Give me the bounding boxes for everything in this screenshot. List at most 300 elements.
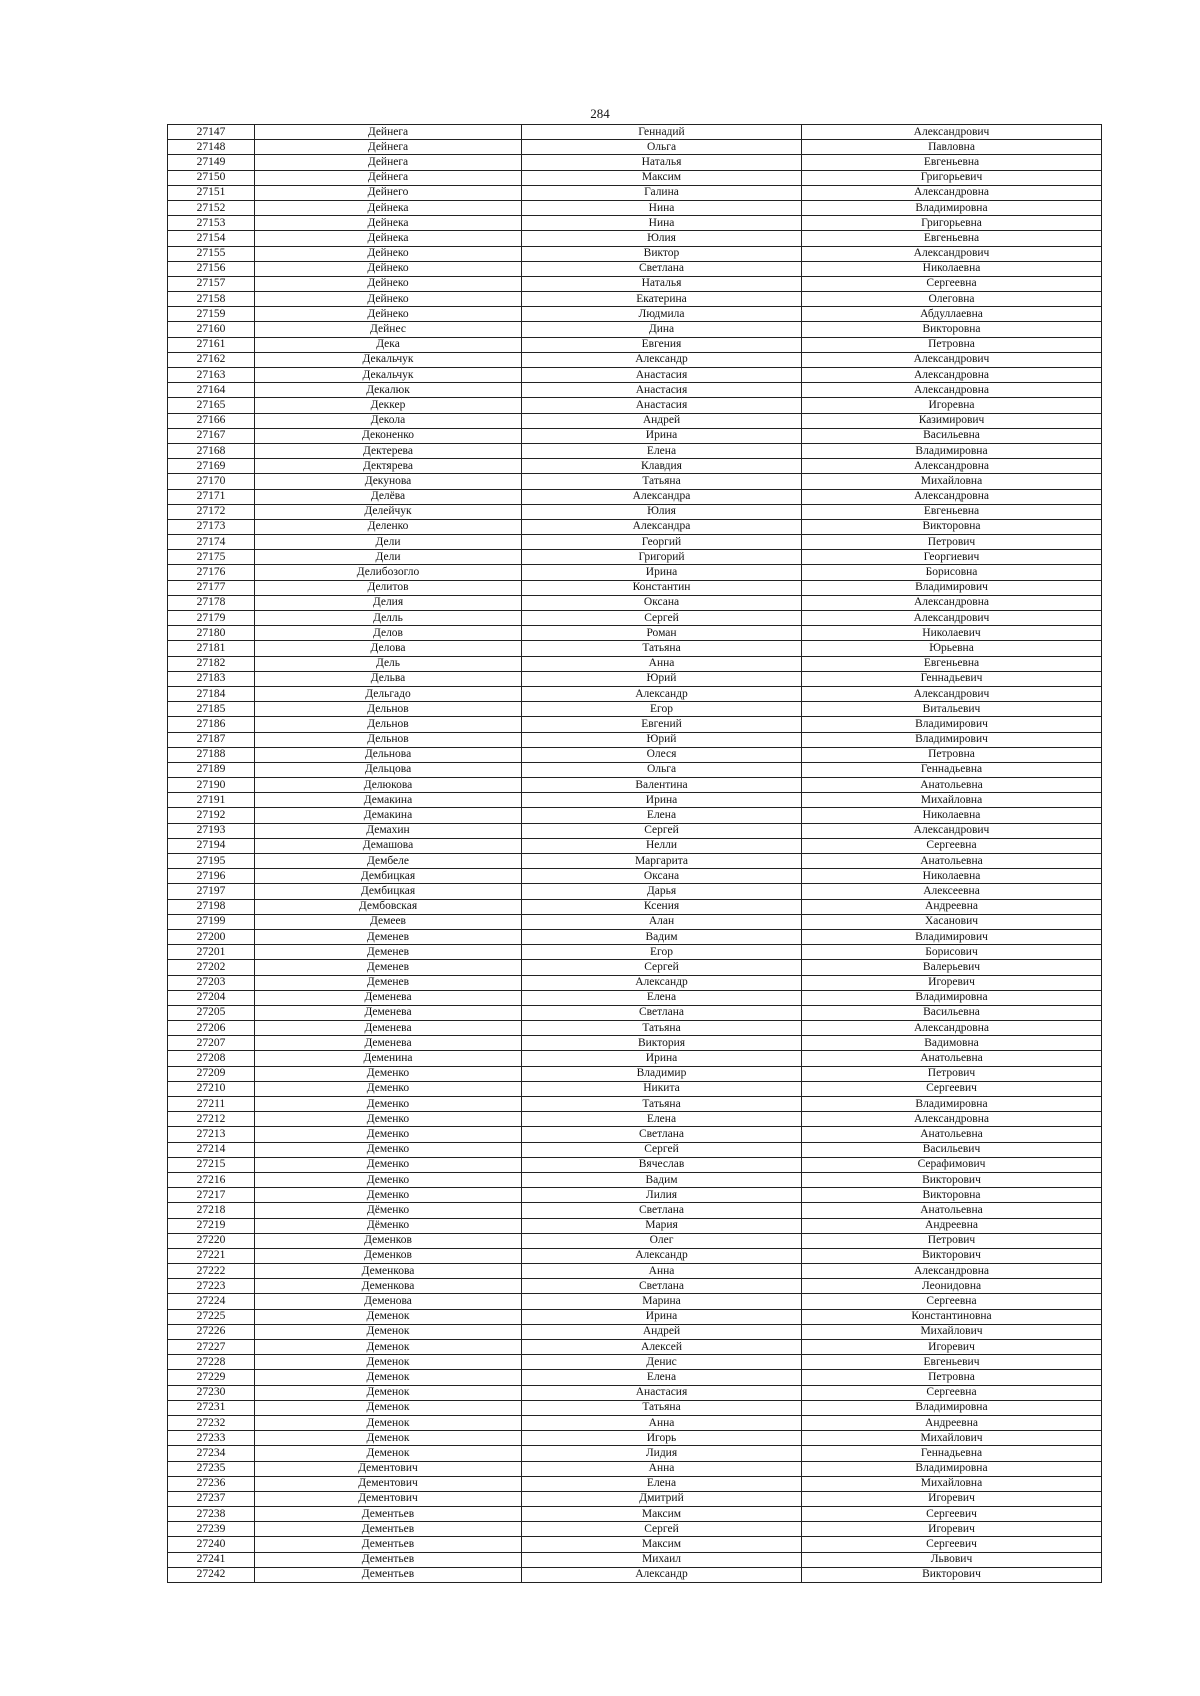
last-name-cell: Деменова (255, 1294, 522, 1309)
patronymic-cell: Юрьевна (802, 641, 1102, 656)
record-number-cell: 27215 (168, 1157, 255, 1172)
table-row (168, 823, 1102, 838)
table-row (168, 504, 1102, 519)
first-name-cell: Михаил (522, 1552, 802, 1567)
last-name-cell: Деменко (255, 1172, 522, 1187)
last-name-cell: Демашова (255, 838, 522, 853)
patronymic-cell: Геннадьевна (802, 1446, 1102, 1461)
last-name-cell: Деменков (255, 1233, 522, 1248)
record-number-cell: 27185 (168, 702, 255, 717)
record-number-cell: 27228 (168, 1355, 255, 1370)
patronymic-cell: Сергеевич (802, 1081, 1102, 1096)
patronymic-cell: Казимирович (802, 413, 1102, 428)
record-number-cell: 27214 (168, 1142, 255, 1157)
first-name-cell: Сергей (522, 1522, 802, 1537)
table-row (168, 671, 1102, 686)
record-number-cell: 27237 (168, 1491, 255, 1506)
table-row (168, 1279, 1102, 1294)
last-name-cell: Делитов (255, 580, 522, 595)
record-number-cell: 27208 (168, 1051, 255, 1066)
first-name-cell: Никита (522, 1081, 802, 1096)
last-name-cell: Дейнека (255, 200, 522, 215)
patronymic-cell: Анатольевна (802, 854, 1102, 869)
table-row (168, 686, 1102, 701)
record-number-cell: 27200 (168, 929, 255, 944)
last-name-cell: Демеев (255, 914, 522, 929)
first-name-cell: Евгения (522, 337, 802, 352)
table-row (168, 1324, 1102, 1339)
last-name-cell: Деменок (255, 1309, 522, 1324)
record-number-cell: 27187 (168, 732, 255, 747)
record-number-cell: 27154 (168, 231, 255, 246)
record-number-cell: 27217 (168, 1188, 255, 1203)
table-row (168, 550, 1102, 565)
first-name-cell: Вячеслав (522, 1157, 802, 1172)
table-row (168, 1248, 1102, 1263)
record-number-cell: 27152 (168, 200, 255, 215)
table-row (168, 337, 1102, 352)
patronymic-cell: Александрович (802, 246, 1102, 261)
record-number-cell: 27159 (168, 307, 255, 322)
patronymic-cell: Игоревич (802, 975, 1102, 990)
first-name-cell: Денис (522, 1355, 802, 1370)
patronymic-cell: Хасанович (802, 914, 1102, 929)
first-name-cell: Светлана (522, 1005, 802, 1020)
first-name-cell: Дина (522, 322, 802, 337)
last-name-cell: Деленко (255, 519, 522, 534)
last-name-cell: Дембовская (255, 899, 522, 914)
first-name-cell: Александр (522, 975, 802, 990)
first-name-cell: Анна (522, 1264, 802, 1279)
record-number-cell: 27166 (168, 413, 255, 428)
last-name-cell: Деменок (255, 1431, 522, 1446)
first-name-cell: Светлана (522, 1127, 802, 1142)
table-row (168, 1294, 1102, 1309)
patronymic-cell: Николаевна (802, 808, 1102, 823)
registry-table-body (168, 125, 1102, 1583)
last-name-cell: Деменок (255, 1340, 522, 1355)
table-row (168, 352, 1102, 367)
last-name-cell: Дейнека (255, 231, 522, 246)
record-number-cell: 27213 (168, 1127, 255, 1142)
last-name-cell: Дейнеко (255, 276, 522, 291)
first-name-cell: Татьяна (522, 641, 802, 656)
first-name-cell: Светлана (522, 1279, 802, 1294)
last-name-cell: Дементьев (255, 1522, 522, 1537)
patronymic-cell: Александровна (802, 459, 1102, 474)
record-number-cell: 27206 (168, 1021, 255, 1036)
last-name-cell: Дементьев (255, 1507, 522, 1522)
last-name-cell: Демакина (255, 793, 522, 808)
table-row (168, 1142, 1102, 1157)
first-name-cell: Олег (522, 1233, 802, 1248)
record-number-cell: 27151 (168, 185, 255, 200)
record-number-cell: 27180 (168, 626, 255, 641)
record-number-cell: 27226 (168, 1324, 255, 1339)
last-name-cell: Демакина (255, 808, 522, 823)
table-row (168, 1172, 1102, 1187)
patronymic-cell: Александровна (802, 1112, 1102, 1127)
record-number-cell: 27223 (168, 1279, 255, 1294)
first-name-cell: Ирина (522, 793, 802, 808)
table-row (168, 535, 1102, 550)
last-name-cell: Деменев (255, 929, 522, 944)
table-row (168, 1051, 1102, 1066)
first-name-cell: Алан (522, 914, 802, 929)
record-number-cell: 27150 (168, 170, 255, 185)
record-number-cell: 27205 (168, 1005, 255, 1020)
table-row (168, 1491, 1102, 1506)
record-number-cell: 27184 (168, 686, 255, 701)
patronymic-cell: Борисович (802, 945, 1102, 960)
table-row (168, 595, 1102, 610)
record-number-cell: 27153 (168, 216, 255, 231)
patronymic-cell: Михайловна (802, 474, 1102, 489)
patronymic-cell: Александровна (802, 489, 1102, 504)
last-name-cell: Делль (255, 611, 522, 626)
table-row (168, 489, 1102, 504)
patronymic-cell: Алексеевна (802, 884, 1102, 899)
table-row (168, 1522, 1102, 1537)
patronymic-cell: Александровна (802, 1264, 1102, 1279)
last-name-cell: Дейнега (255, 155, 522, 170)
last-name-cell: Деменкова (255, 1279, 522, 1294)
first-name-cell: Маргарита (522, 854, 802, 869)
last-name-cell: Деменко (255, 1127, 522, 1142)
table-row (168, 899, 1102, 914)
last-name-cell: Деменко (255, 1081, 522, 1096)
record-number-cell: 27167 (168, 428, 255, 443)
table-row (168, 307, 1102, 322)
patronymic-cell: Андреевна (802, 1218, 1102, 1233)
first-name-cell: Владимир (522, 1066, 802, 1081)
record-number-cell: 27191 (168, 793, 255, 808)
patronymic-cell: Александровна (802, 185, 1102, 200)
table-row (168, 869, 1102, 884)
patronymic-cell: Викторовна (802, 519, 1102, 534)
patronymic-cell: Михайлович (802, 1431, 1102, 1446)
record-number-cell: 27176 (168, 565, 255, 580)
table-row (168, 474, 1102, 489)
table-row (168, 185, 1102, 200)
record-number-cell: 27160 (168, 322, 255, 337)
record-number-cell: 27195 (168, 854, 255, 869)
record-number-cell: 27219 (168, 1218, 255, 1233)
first-name-cell: Лилия (522, 1188, 802, 1203)
last-name-cell: Дейнега (255, 140, 522, 155)
table-row (168, 519, 1102, 534)
record-number-cell: 27161 (168, 337, 255, 352)
patronymic-cell: Евгеньевна (802, 656, 1102, 671)
table-row (168, 1446, 1102, 1461)
record-number-cell: 27178 (168, 595, 255, 610)
last-name-cell: Дейнега (255, 125, 522, 140)
first-name-cell: Нина (522, 216, 802, 231)
last-name-cell: Деменок (255, 1355, 522, 1370)
last-name-cell: Дека (255, 337, 522, 352)
record-number-cell: 27216 (168, 1172, 255, 1187)
patronymic-cell: Николаевна (802, 869, 1102, 884)
table-row (168, 808, 1102, 823)
first-name-cell: Андрей (522, 413, 802, 428)
record-number-cell: 27165 (168, 398, 255, 413)
table-row (168, 641, 1102, 656)
first-name-cell: Анна (522, 656, 802, 671)
table-row (168, 1188, 1102, 1203)
first-name-cell: Валентина (522, 778, 802, 793)
patronymic-cell: Игоревич (802, 1491, 1102, 1506)
patronymic-cell: Петровна (802, 747, 1102, 762)
last-name-cell: Демахин (255, 823, 522, 838)
first-name-cell: Анна (522, 1415, 802, 1430)
record-number-cell: 27168 (168, 443, 255, 458)
first-name-cell: Вадим (522, 1172, 802, 1187)
last-name-cell: Деменко (255, 1097, 522, 1112)
patronymic-cell: Геннадьевич (802, 671, 1102, 686)
table-row (168, 1081, 1102, 1096)
first-name-cell: Клавдия (522, 459, 802, 474)
record-number-cell: 27188 (168, 747, 255, 762)
first-name-cell: Оксана (522, 869, 802, 884)
patronymic-cell: Александровна (802, 1021, 1102, 1036)
record-number-cell: 27171 (168, 489, 255, 504)
first-name-cell: Татьяна (522, 1400, 802, 1415)
last-name-cell: Дели (255, 550, 522, 565)
page-number: 284 (590, 106, 610, 121)
first-name-cell: Сергей (522, 823, 802, 838)
first-name-cell: Нина (522, 200, 802, 215)
record-number-cell: 27192 (168, 808, 255, 823)
patronymic-cell: Владимирович (802, 929, 1102, 944)
record-number-cell: 27173 (168, 519, 255, 534)
last-name-cell: Деменкова (255, 1264, 522, 1279)
patronymic-cell: Евгеньевна (802, 504, 1102, 519)
patronymic-cell: Серафимович (802, 1157, 1102, 1172)
record-number-cell: 27229 (168, 1370, 255, 1385)
last-name-cell: Дементович (255, 1476, 522, 1491)
table-row (168, 1036, 1102, 1051)
first-name-cell: Вадим (522, 929, 802, 944)
first-name-cell: Сергей (522, 611, 802, 626)
table-row (168, 975, 1102, 990)
patronymic-cell: Васильевна (802, 1005, 1102, 1020)
table-row (168, 398, 1102, 413)
record-number-cell: 27186 (168, 717, 255, 732)
first-name-cell: Елена (522, 808, 802, 823)
first-name-cell: Максим (522, 1537, 802, 1552)
first-name-cell: Александр (522, 1567, 802, 1582)
table-row (168, 216, 1102, 231)
table-row (168, 656, 1102, 671)
first-name-cell: Людмила (522, 307, 802, 322)
last-name-cell: Деменков (255, 1248, 522, 1263)
patronymic-cell: Владимировна (802, 200, 1102, 215)
patronymic-cell: Александрович (802, 352, 1102, 367)
last-name-cell: Деменок (255, 1400, 522, 1415)
table-row (168, 1400, 1102, 1415)
first-name-cell: Геннадий (522, 125, 802, 140)
first-name-cell: Елена (522, 1476, 802, 1491)
table-row (168, 611, 1102, 626)
first-name-cell: Егор (522, 702, 802, 717)
patronymic-cell: Андреевна (802, 899, 1102, 914)
patronymic-cell: Викторович (802, 1248, 1102, 1263)
last-name-cell: Делов (255, 626, 522, 641)
first-name-cell: Алексей (522, 1340, 802, 1355)
record-number-cell: 27209 (168, 1066, 255, 1081)
patronymic-cell: Петровна (802, 337, 1102, 352)
first-name-cell: Виктория (522, 1036, 802, 1051)
table-row (168, 1415, 1102, 1430)
last-name-cell: Деменев (255, 975, 522, 990)
last-name-cell: Дектерева (255, 443, 522, 458)
patronymic-cell: Витальевич (802, 702, 1102, 717)
table-row (168, 246, 1102, 261)
last-name-cell: Деменев (255, 960, 522, 975)
first-name-cell: Наталья (522, 155, 802, 170)
last-name-cell: Декунова (255, 474, 522, 489)
record-number-cell: 27202 (168, 960, 255, 975)
first-name-cell: Юлия (522, 504, 802, 519)
record-number-cell: 27225 (168, 1309, 255, 1324)
table-row (168, 443, 1102, 458)
last-name-cell: Дембеле (255, 854, 522, 869)
record-number-cell: 27189 (168, 762, 255, 777)
table-row (168, 732, 1102, 747)
last-name-cell: Дейнес (255, 322, 522, 337)
last-name-cell: Делибозоглo (255, 565, 522, 580)
patronymic-cell: Михайловна (802, 1476, 1102, 1491)
first-name-cell: Татьяна (522, 1097, 802, 1112)
first-name-cell: Екатерина (522, 292, 802, 307)
table-row (168, 1309, 1102, 1324)
last-name-cell: Дельцова (255, 762, 522, 777)
record-number-cell: 27233 (168, 1431, 255, 1446)
table-row (168, 1370, 1102, 1385)
table-row (168, 914, 1102, 929)
last-name-cell: Дельва (255, 671, 522, 686)
first-name-cell: Ирина (522, 428, 802, 443)
patronymic-cell: Андреевна (802, 1415, 1102, 1430)
table-row (168, 231, 1102, 246)
patronymic-cell: Викторович (802, 1172, 1102, 1187)
table-row (168, 292, 1102, 307)
record-number-cell: 27198 (168, 899, 255, 914)
last-name-cell: Делёва (255, 489, 522, 504)
patronymic-cell: Константиновна (802, 1309, 1102, 1324)
table-row (168, 717, 1102, 732)
patronymic-cell: Владимировна (802, 1461, 1102, 1476)
last-name-cell: Деконенко (255, 428, 522, 443)
table-row (168, 945, 1102, 960)
last-name-cell: Деменок (255, 1370, 522, 1385)
table-row (168, 1203, 1102, 1218)
last-name-cell: Декалюк (255, 383, 522, 398)
patronymic-cell: Васильевич (802, 1142, 1102, 1157)
last-name-cell: Дементович (255, 1491, 522, 1506)
patronymic-cell: Александрович (802, 125, 1102, 140)
record-number-cell: 27193 (168, 823, 255, 838)
table-row (168, 200, 1102, 215)
patronymic-cell: Васильевна (802, 428, 1102, 443)
patronymic-cell: Владимировна (802, 1400, 1102, 1415)
patronymic-cell: Абдуллаевна (802, 307, 1102, 322)
table-row (168, 1461, 1102, 1476)
patronymic-cell: Анатольевна (802, 778, 1102, 793)
patronymic-cell: Евгеньевна (802, 155, 1102, 170)
record-number-cell: 27203 (168, 975, 255, 990)
first-name-cell: Ирина (522, 1051, 802, 1066)
patronymic-cell: Владимирович (802, 580, 1102, 595)
last-name-cell: Дектярева (255, 459, 522, 474)
last-name-cell: Дельгадо (255, 686, 522, 701)
last-name-cell: Деменева (255, 1005, 522, 1020)
record-number-cell: 27238 (168, 1507, 255, 1522)
first-name-cell: Юрий (522, 671, 802, 686)
record-number-cell: 27199 (168, 914, 255, 929)
table-row (168, 1355, 1102, 1370)
patronymic-cell: Анатольевна (802, 1127, 1102, 1142)
table-row (168, 747, 1102, 762)
patronymic-cell: Павловна (802, 140, 1102, 155)
table-row (168, 884, 1102, 899)
table-row (168, 428, 1102, 443)
last-name-cell: Декальчук (255, 368, 522, 383)
first-name-cell: Татьяна (522, 1021, 802, 1036)
patronymic-cell: Александровна (802, 383, 1102, 398)
last-name-cell: Деменко (255, 1066, 522, 1081)
record-number-cell: 27177 (168, 580, 255, 595)
record-number-cell: 27179 (168, 611, 255, 626)
patronymic-cell: Александровна (802, 368, 1102, 383)
last-name-cell: Деменева (255, 1021, 522, 1036)
first-name-cell: Лидия (522, 1446, 802, 1461)
patronymic-cell: Вадимовна (802, 1036, 1102, 1051)
table-row (168, 1218, 1102, 1233)
table-row (168, 413, 1102, 428)
first-name-cell: Елена (522, 990, 802, 1005)
last-name-cell: Дейнега (255, 170, 522, 185)
first-name-cell: Григорий (522, 550, 802, 565)
last-name-cell: Деменко (255, 1188, 522, 1203)
first-name-cell: Анастасия (522, 368, 802, 383)
last-name-cell: Дейнего (255, 185, 522, 200)
record-number-cell: 27240 (168, 1537, 255, 1552)
first-name-cell: Ольга (522, 140, 802, 155)
patronymic-cell: Сергеевич (802, 1537, 1102, 1552)
first-name-cell: Анастасия (522, 383, 802, 398)
last-name-cell: Дельнова (255, 747, 522, 762)
record-number-cell: 27155 (168, 246, 255, 261)
record-number-cell: 27148 (168, 140, 255, 155)
patronymic-cell: Сергеевна (802, 1294, 1102, 1309)
record-number-cell: 27227 (168, 1340, 255, 1355)
table-row (168, 125, 1102, 140)
first-name-cell: Александр (522, 352, 802, 367)
first-name-cell: Марина (522, 1294, 802, 1309)
last-name-cell: Дёменко (255, 1203, 522, 1218)
last-name-cell: Дейнека (255, 216, 522, 231)
record-number-cell: 27207 (168, 1036, 255, 1051)
record-number-cell: 27212 (168, 1112, 255, 1127)
table-row (168, 1507, 1102, 1522)
last-name-cell: Деменко (255, 1157, 522, 1172)
last-name-cell: Дементьев (255, 1552, 522, 1567)
record-number-cell: 27156 (168, 261, 255, 276)
record-number-cell: 27182 (168, 656, 255, 671)
record-number-cell: 27222 (168, 1264, 255, 1279)
table-row (168, 1233, 1102, 1248)
